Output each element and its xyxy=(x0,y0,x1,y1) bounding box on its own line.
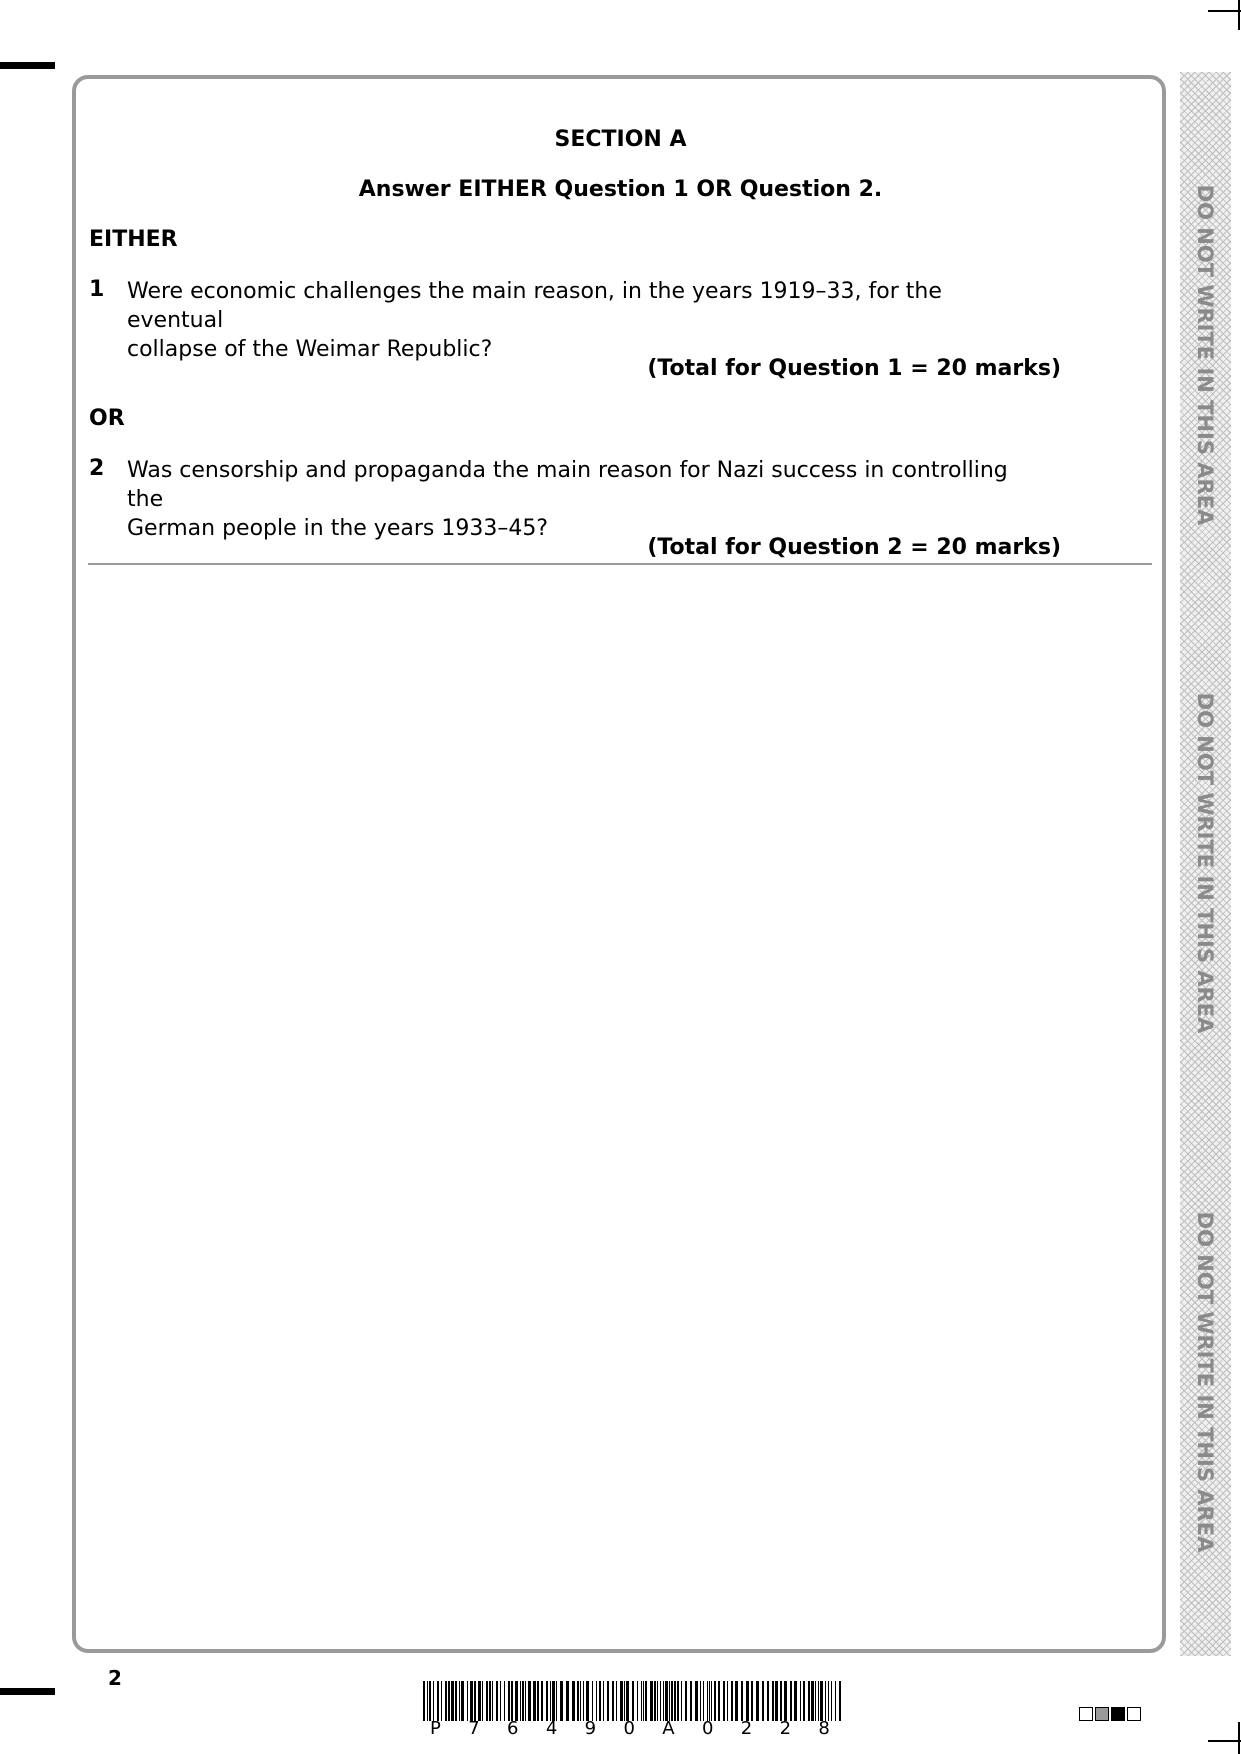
barcode-text xyxy=(430,1718,830,1739)
page-marker-square xyxy=(1095,1707,1109,1721)
barcode-bar xyxy=(522,1681,524,1721)
barcode-bar xyxy=(607,1681,609,1721)
barcode-bar xyxy=(546,1681,548,1721)
barcode-char: 6 xyxy=(507,1718,519,1739)
barcode-bar xyxy=(831,1681,832,1721)
question-2-line-1: Was censorship and propaganda the main reason for Nazi success in controlling the xyxy=(127,458,1008,512)
barcode-bar xyxy=(735,1681,738,1721)
barcode-bar xyxy=(520,1681,521,1721)
barcode-bar xyxy=(800,1681,801,1721)
barcode-char: A xyxy=(662,1718,675,1739)
either-label: EITHER xyxy=(89,227,178,252)
barcode-bar xyxy=(448,1681,450,1721)
margin-warning-text: DO NOT WRITE IN THIS AREA xyxy=(1193,692,1217,1034)
barcode xyxy=(423,1681,843,1721)
barcode-bar xyxy=(660,1681,661,1721)
barcode-char: 0 xyxy=(701,1718,714,1739)
barcode-bar xyxy=(815,1681,816,1721)
barcode-char: 9 xyxy=(584,1718,597,1739)
barcode-bar xyxy=(572,1681,575,1721)
barcode-char: 8 xyxy=(818,1718,830,1739)
section-divider xyxy=(88,563,1152,565)
question-2-marks: (Total for Question 2 = 20 marks) xyxy=(647,535,1061,560)
barcode-bar xyxy=(470,1681,473,1721)
barcode-bar xyxy=(727,1681,728,1721)
barcode-bar xyxy=(700,1681,701,1721)
barcode-bar xyxy=(839,1681,841,1721)
barcode-bar xyxy=(772,1681,774,1721)
barcode-bar xyxy=(674,1681,676,1721)
barcode-bar xyxy=(599,1681,601,1721)
barcode-bar xyxy=(731,1681,733,1721)
barcode-bar xyxy=(703,1681,704,1721)
barcode-bar xyxy=(695,1681,698,1721)
barcode-bar xyxy=(657,1681,658,1721)
barcode-bar xyxy=(467,1681,468,1721)
barcode-bar xyxy=(811,1681,814,1721)
question-2-text xyxy=(127,456,1027,543)
barcode-bar xyxy=(433,1681,434,1721)
barcode-bar xyxy=(790,1681,792,1721)
barcode-char: 2 xyxy=(779,1718,792,1739)
barcode-bar xyxy=(525,1681,526,1721)
question-1-line-1: Were economic challenges the main reason, in the years 1919–33, for the eventual xyxy=(127,279,942,333)
barcode-bar xyxy=(482,1681,483,1721)
question-1-marks: (Total for Question 1 = 20 marks) xyxy=(647,356,1061,381)
barcode-bar xyxy=(455,1681,457,1721)
crop-mark-top-right-h xyxy=(1208,10,1241,12)
barcode-bar xyxy=(459,1681,460,1721)
barcode-bar xyxy=(474,1681,476,1721)
page-number: 2 xyxy=(108,1666,122,1690)
barcode-bar xyxy=(775,1681,778,1721)
page-markers xyxy=(1079,1707,1141,1721)
barcode-bar xyxy=(709,1681,710,1721)
barcode-bar xyxy=(751,1681,753,1721)
section-instruction: Answer EITHER Question 1 OR Question 2. xyxy=(358,177,883,202)
barcode-bar xyxy=(780,1681,782,1721)
question-2-line-2: German people in the years 1933–45? xyxy=(127,516,548,541)
barcode-char: 4 xyxy=(545,1718,558,1739)
barcode-bar xyxy=(612,1681,614,1721)
question-2-number: 2 xyxy=(89,456,105,481)
barcode-bar xyxy=(714,1681,716,1721)
page-marker-square xyxy=(1127,1707,1141,1721)
barcode-bar xyxy=(603,1681,604,1721)
barcode-bar xyxy=(828,1681,829,1721)
barcode-bar xyxy=(820,1681,823,1721)
barcode-bar xyxy=(511,1681,513,1721)
barcode-bar xyxy=(762,1681,764,1721)
barcode-bar xyxy=(643,1681,644,1721)
barcode-bar xyxy=(637,1681,638,1721)
crop-mark-bottom-right-v xyxy=(1238,1722,1240,1754)
or-label: OR xyxy=(89,406,125,431)
barcode-bar xyxy=(711,1681,712,1721)
barcode-bar xyxy=(624,1681,625,1721)
barcode-char: 7 xyxy=(468,1718,480,1739)
barcode-bar xyxy=(441,1681,442,1721)
registration-mark-top-left xyxy=(0,62,55,69)
barcode-bar xyxy=(596,1681,597,1721)
barcode-bar xyxy=(825,1681,826,1721)
barcode-char: 2 xyxy=(740,1718,753,1739)
barcode-bar xyxy=(461,1681,464,1721)
barcode-bar xyxy=(641,1681,642,1721)
barcode-bar xyxy=(504,1681,505,1721)
barcode-bar xyxy=(690,1681,692,1721)
barcode-bar xyxy=(808,1681,810,1721)
registration-mark-bottom-left xyxy=(0,1688,55,1695)
barcode-bar xyxy=(685,1681,687,1721)
barcode-bar xyxy=(437,1681,439,1721)
barcode-bar xyxy=(445,1681,447,1721)
barcode-bar xyxy=(650,1681,653,1721)
crop-mark-bottom-right-h xyxy=(1208,1740,1241,1742)
barcode-bar xyxy=(626,1681,629,1721)
section-title: SECTION A xyxy=(554,127,687,152)
barcode-bar xyxy=(718,1681,720,1721)
barcode-bar xyxy=(592,1681,593,1721)
barcode-bar xyxy=(556,1681,557,1721)
barcode-bar xyxy=(486,1681,488,1721)
barcode-bar xyxy=(586,1681,589,1721)
margin-warning-text: DO NOT WRITE IN THIS AREA xyxy=(1193,1211,1217,1553)
barcode-bar xyxy=(580,1681,581,1721)
barcode-bar xyxy=(500,1681,501,1721)
barcode-bar xyxy=(537,1681,539,1721)
barcode-char: 0 xyxy=(623,1718,635,1739)
barcode-bar xyxy=(669,1681,670,1721)
barcode-bar xyxy=(423,1681,425,1721)
barcode-bar xyxy=(552,1681,555,1721)
barcode-bar xyxy=(496,1681,498,1721)
barcode-bar xyxy=(741,1681,743,1721)
barcode-bar xyxy=(566,1681,569,1721)
barcode-bar xyxy=(528,1681,531,1721)
barcode-bar xyxy=(677,1681,679,1721)
barcode-bar xyxy=(489,1681,491,1721)
page-marker-square xyxy=(1111,1707,1125,1721)
barcode-bar xyxy=(632,1681,634,1721)
barcode-bar xyxy=(756,1681,759,1721)
barcode-bar xyxy=(707,1681,708,1721)
barcode-bar xyxy=(746,1681,749,1721)
barcode-bar xyxy=(835,1681,836,1721)
barcode-bar xyxy=(478,1681,481,1721)
barcode-char: P xyxy=(430,1718,441,1739)
barcode-bar xyxy=(723,1681,725,1721)
barcode-bar xyxy=(665,1681,668,1721)
barcode-bar xyxy=(818,1681,819,1721)
barcode-bar xyxy=(577,1681,579,1721)
barcode-bar xyxy=(560,1681,563,1721)
barcode-bar xyxy=(429,1681,431,1721)
barcode-bar xyxy=(803,1681,805,1721)
barcode-bar xyxy=(663,1681,664,1721)
barcode-bar xyxy=(451,1681,454,1721)
question-1-text xyxy=(127,277,1027,364)
page-marker-square xyxy=(1079,1707,1093,1721)
margin-warning-text: DO NOT WRITE IN THIS AREA xyxy=(1193,184,1217,526)
barcode-bar xyxy=(533,1681,536,1721)
barcode-bar xyxy=(654,1681,656,1721)
barcode-bar xyxy=(508,1681,510,1721)
barcode-bar xyxy=(767,1681,769,1721)
barcode-bar xyxy=(541,1681,543,1721)
barcode-bar xyxy=(681,1681,682,1721)
barcode-bar xyxy=(583,1681,584,1721)
barcode-bar xyxy=(645,1681,647,1721)
question-1-number: 1 xyxy=(89,277,105,302)
barcode-bar xyxy=(550,1681,551,1721)
barcode-bar xyxy=(794,1681,797,1721)
barcode-bar xyxy=(616,1681,617,1721)
barcode-bar xyxy=(515,1681,518,1721)
barcode-bar xyxy=(671,1681,673,1721)
crop-mark-top-right-v xyxy=(1238,0,1240,30)
barcode-bar xyxy=(492,1681,493,1721)
barcode-bar xyxy=(784,1681,787,1721)
barcode-bar xyxy=(620,1681,623,1721)
barcode-bar xyxy=(427,1681,428,1721)
question-1-line-2: collapse of the Weimar Republic? xyxy=(127,337,493,362)
